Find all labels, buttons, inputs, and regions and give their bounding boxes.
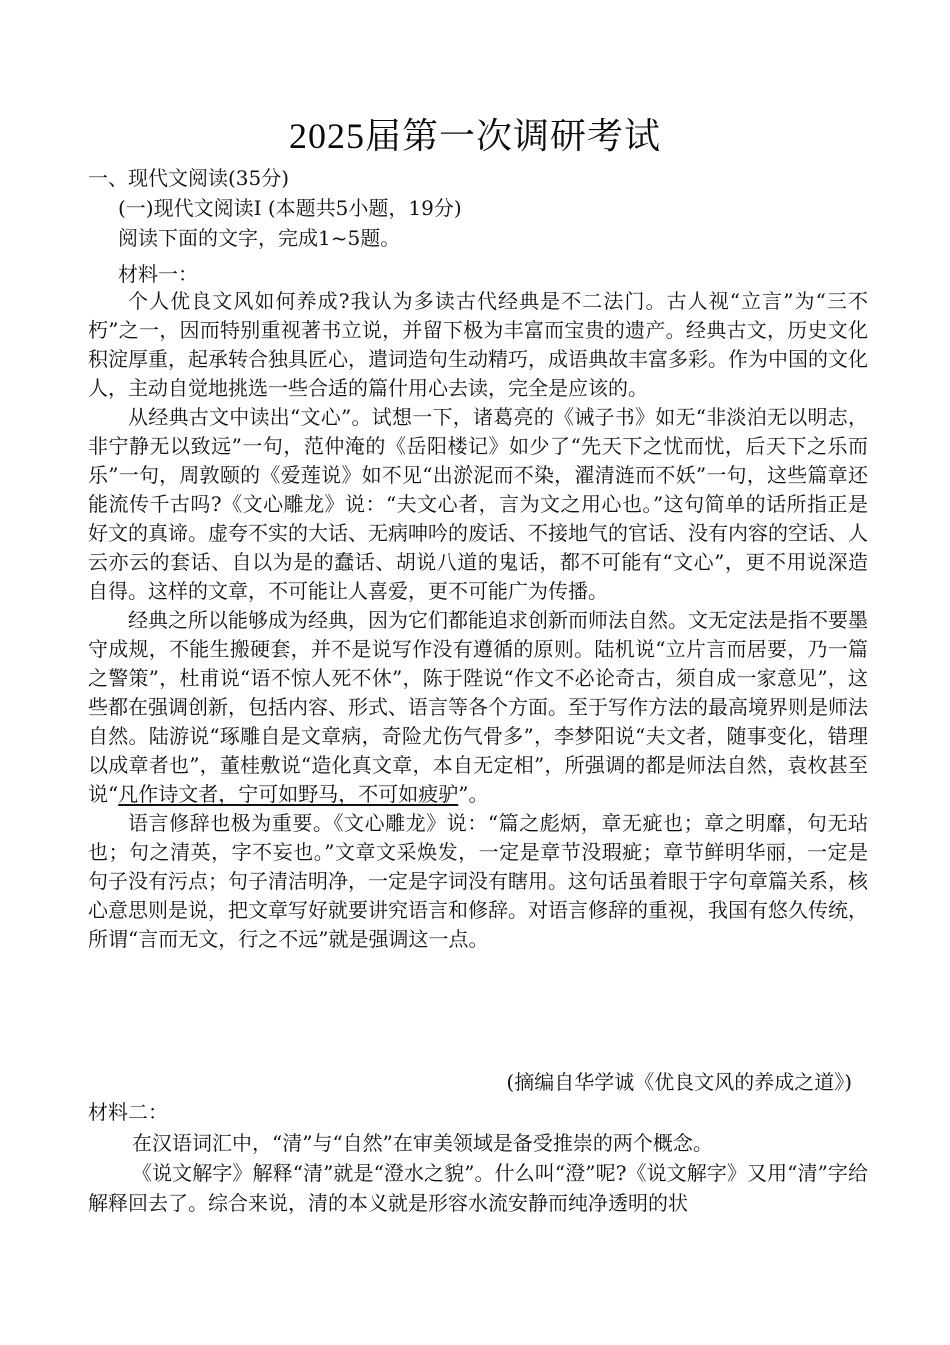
material1-label: 材料一： [118, 262, 198, 286]
material2-body [88, 1128, 868, 1218]
material1-paragraph: 从经典古文中读出“文心”。试想一下，诸葛亮的《诫子书》如无“非淡泊无以明志，非宁静无以致远”一句，范仲淹的《岳阳楼记》如少了“先天下之忧而忧，后天下之乐而乐”一句，周敦颐的《爱莲说》如不见“出淤泥而不染，濯清涟而不妖”一句，这些篇章还能流传千古吗?《文心雕龙》说：“夫文心者，言为文之用心也。”这句简单的话所指正是好文的真谛。虚夸不实的大话、无病呻吟的废话、不接地气的官话、没有内容的空话、人云亦云的套话、自以为是的蠢话、胡说八道的鬼话，都不可能有“文心”，更不用说深造自得。这样的文章，不可能让人喜爱，更不可能广为传播。 [88, 405, 868, 603]
material2-paragraph: 在汉语词汇中，“清”与“自然”在审美领域是备受推崇的两个概念。 [132, 1131, 713, 1155]
section-heading: 一、现代文阅读(35分) [88, 166, 290, 190]
material2-label: 材料二： [88, 1100, 168, 1124]
material1-source: (摘编自华学诚《优良文风的养成之道》) [506, 1070, 852, 1094]
paragraph-text: ”。 [458, 782, 489, 806]
exam-title: 2025届第一次调研考试 [288, 116, 661, 156]
material1-paragraph [88, 606, 868, 809]
material1-body [88, 287, 868, 954]
material1-paragraph: 个人优良文风如何养成?我认为多读古代经典是不二法门。古人视“立言”为“三不朽”之一，因而特别重视著书立说，并留下极为丰富而宝贵的遗产。经典古文，历史文化积淀厚重，起承转合独具匠心，遣词造句生动精巧，成语典故丰富多彩。作为中国的文化人，主动自觉地挑选一些合适的篇什用心去读，完全是应该的。 [88, 289, 868, 400]
material2-paragraph: 《说文解字》解释“清”就是“澄水之貌”。什么叫“澄”呢?《说文解字》又用“清”字给解释回去了。综合来说，清的本义就是形容水流安静而纯净透明的状 [88, 1161, 868, 1215]
underlined-quote: 凡作诗文者，宁可如野马，不可如疲驴 [118, 782, 459, 806]
material1-paragraph: 语言修辞也极为重要。《文心雕龙》说：“篇之彪炳，章无疵也；章之明靡，句无玷也；句之清英，字不妄也。”文章文采焕发，一定是章节没瑕疵；章节鲜明华丽，一定是句子没有污点；句子清洁明净，一定是字词没有瞎用。这句话虽着眼于字句章篇关系，核心意思则是说，把文章写好就要讲究语言和修辞。对语言修辞的重视，我国有悠久传统，所谓“言而无文，行之不远”就是强调这一点。 [88, 811, 868, 951]
reading-instruction: 阅读下面的文字，完成1~5题。 [118, 226, 401, 250]
subsection-heading: (一)现代文阅读I (本题共5小题，19分) [118, 196, 462, 220]
paragraph-text: 经典之所以能够成为经典，因为它们都能追求创新而师法自然。文无定法是指不要墨守成规，不能生搬硬套，并不是说写作没有遵循的原则。陆机说“立片言而居要，乃一篇之警策”，杜甫说“语不惊人死不休”，陈于陛说“作文不必论奇古，须自成一家意见”，这些都在强调创新，包括内容、形式、语言等各个方面。至于写作方法的最高境界则是师法自然。陆游说“琢雕自是文章病，奇险尤伤气骨多”，李梦阳说“夫文者，随事变化，错理以成章者也”，董桂敷说“造化真文章，本自无定相”，所强调的都是师法自然，袁枚甚至说“ [88, 608, 868, 806]
